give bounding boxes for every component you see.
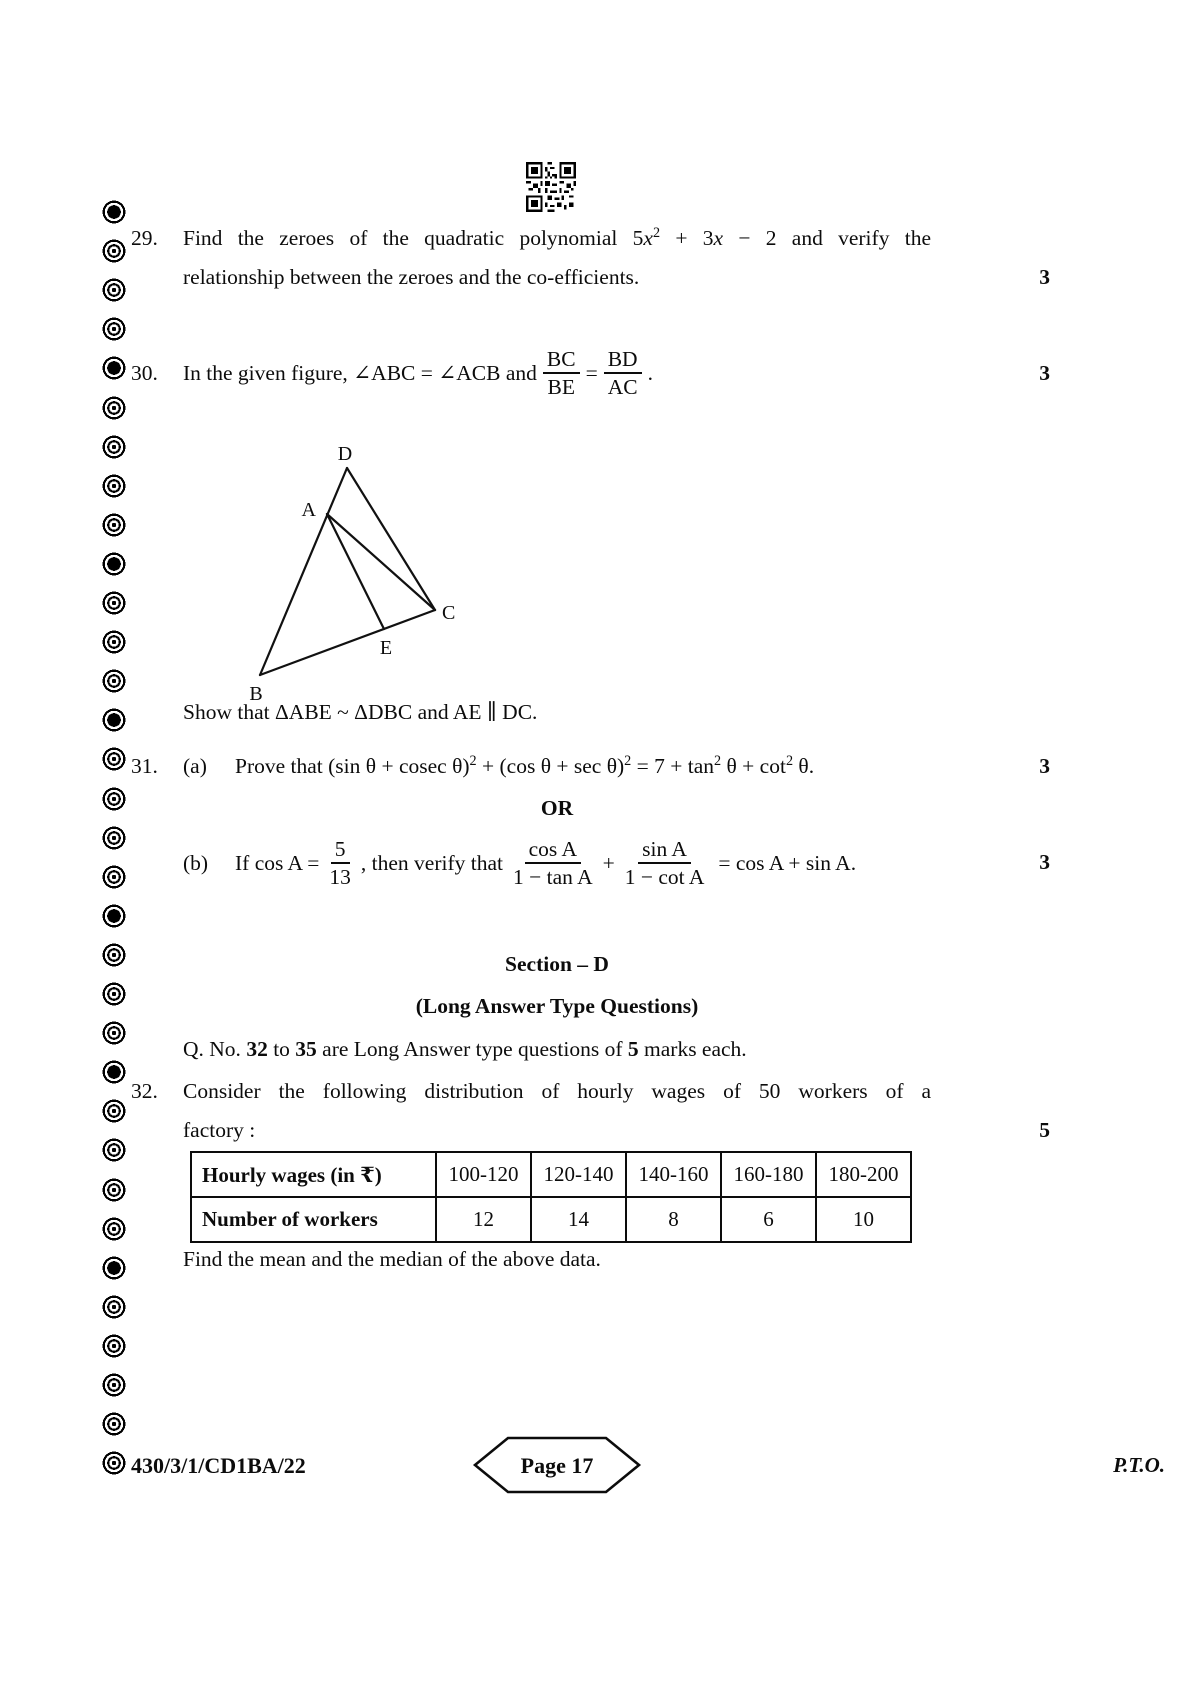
q30-period: .	[647, 360, 653, 385]
q31b-plus: +	[602, 850, 615, 875]
binding-ring-solid	[101, 199, 127, 225]
q31a-sup-2: 2	[624, 752, 632, 769]
binding-ring	[101, 786, 127, 812]
binding-ring	[101, 746, 127, 772]
q30-frac1-den: BE	[547, 375, 575, 399]
q32-line1: Consider the following distribution of hourly wages of 50 workers of a	[183, 1079, 931, 1103]
binding-ring	[101, 825, 127, 851]
q31b-marks: 3	[1039, 850, 1050, 874]
q31b-statement	[183, 828, 856, 898]
binding-ring-solid	[101, 1059, 127, 1085]
q30-frac1-num: BC	[543, 347, 580, 374]
q31b-text-3: = cos A + sin A.	[718, 850, 857, 875]
q30-frac2-num: BD	[604, 347, 642, 374]
q32-line2: factory :	[183, 1118, 256, 1142]
q31a-label: (a)	[183, 754, 207, 778]
q31a-sup-3: 2	[714, 752, 722, 769]
q31b-text-1: If cos A =	[235, 850, 320, 875]
q31-number: 31.	[131, 754, 158, 778]
q30-frac2-den: AC	[607, 375, 638, 399]
q31b-fraction-2	[509, 837, 597, 889]
header-cell-range: 160-180	[721, 1152, 816, 1197]
note-bold-32: 32	[246, 1037, 268, 1061]
binding-ring	[101, 629, 127, 655]
binding-ring	[101, 668, 127, 694]
figure-label-A: A	[301, 499, 316, 521]
binding-ring	[101, 942, 127, 968]
q31b-fraction-1	[325, 837, 355, 889]
binding-ring	[101, 473, 127, 499]
binding-ring-solid	[101, 1255, 127, 1281]
header-cell-range: 140-160	[626, 1152, 721, 1197]
q30-triangle-figure	[228, 416, 468, 712]
q30-marks: 3	[1039, 361, 1050, 385]
q31b-frac1-den: 13	[329, 865, 351, 889]
footer-pto: P.T.O.	[1113, 1453, 1165, 1477]
q32-marks: 5	[1039, 1118, 1050, 1142]
q31b-text-2: , then verify that	[360, 850, 503, 875]
q31b-label: (b)	[183, 850, 209, 875]
q30-fraction-2	[604, 347, 642, 399]
q29-var-x2: x	[713, 226, 724, 250]
q30-fraction-1	[543, 347, 580, 399]
header-cell-wages: Hourly wages (in ₹)	[191, 1152, 436, 1197]
binding-ring-solid	[101, 551, 127, 577]
binding-ring	[101, 512, 127, 538]
binding-ring	[101, 1216, 127, 1242]
q29-line2: relationship between the zeroes and the co-efficients.	[183, 265, 640, 289]
q30-number: 30.	[131, 360, 158, 385]
data-cell: 6	[721, 1197, 816, 1242]
note-part: marks each.	[638, 1037, 747, 1061]
q31b-fraction-3	[621, 837, 709, 889]
q31a-sup-1: 2	[469, 752, 477, 769]
binding-ring	[101, 1450, 127, 1476]
binding-ring	[101, 590, 127, 616]
q29-text-a: Find the zeroes of the quadratic polynomial 5	[183, 226, 644, 250]
binding-ring	[101, 1411, 127, 1437]
q30-show-that: Show that ΔABE ~ ΔDBC and AE ∥ DC.	[183, 700, 538, 724]
figure-label-E: E	[379, 637, 393, 659]
qr-code	[526, 162, 576, 212]
table-data-row	[191, 1197, 911, 1242]
q29-text-c: − 2 and verify the	[723, 226, 931, 250]
q31a-text-4: θ + cot	[721, 754, 786, 778]
q31b-frac3-den: 1 − cot A	[624, 865, 705, 889]
q29-exponent: 2	[652, 224, 661, 241]
figure-label-C: C	[442, 602, 456, 624]
note-part: to	[267, 1037, 296, 1061]
wages-table	[190, 1151, 912, 1243]
table-header-row	[191, 1152, 911, 1197]
q31-or-separator: OR	[540, 796, 574, 820]
footer-page-label: Page 17	[520, 1453, 594, 1478]
note-part: are Long Answer type questions of	[316, 1037, 628, 1061]
q29-var-x: x	[643, 226, 653, 250]
binding-ring	[101, 1177, 127, 1203]
section-d-title: Section – D	[505, 952, 609, 976]
q31a-text-1: Prove that (sin θ + cosec θ)	[235, 754, 470, 778]
binding-ring	[101, 1372, 127, 1398]
q29-text-b: + 3	[660, 226, 714, 250]
binding-ring	[101, 864, 127, 890]
note-bold-35: 35	[295, 1037, 317, 1061]
figure-label-D: D	[337, 443, 353, 465]
data-cell: 14	[531, 1197, 626, 1242]
note-part: Q. No.	[183, 1037, 247, 1061]
binding-ring	[101, 1333, 127, 1359]
binding-ring-solid	[101, 707, 127, 733]
section-d-subtitle: (Long Answer Type Questions)	[415, 994, 699, 1018]
binding-ring	[101, 434, 127, 460]
q32-number: 32.	[131, 1079, 158, 1103]
section-d-note	[183, 1037, 747, 1062]
binding-ring-solid	[101, 355, 127, 381]
header-cell-range: 120-140	[531, 1152, 626, 1197]
figure-label-B: B	[249, 683, 263, 705]
binding-ring	[101, 316, 127, 342]
data-cell: 12	[436, 1197, 531, 1242]
binding-ring	[101, 1294, 127, 1320]
binding-ring	[101, 981, 127, 1007]
q30-lead-text: In the given figure, ∠ABC = ∠ACB and	[183, 360, 537, 385]
q31a-sup-4: 2	[785, 752, 794, 769]
binding-ring	[101, 1020, 127, 1046]
row-label-workers: Number of workers	[191, 1197, 436, 1242]
q29-number: 29.	[131, 226, 158, 250]
header-cell-range: 100-120	[436, 1152, 531, 1197]
q31b-frac1-num: 5	[331, 837, 350, 864]
q31b-frac2-num: cos A	[525, 837, 581, 864]
note-bold-5: 5	[627, 1037, 639, 1061]
q30-equals: =	[585, 360, 598, 385]
q31a-statement	[131, 754, 814, 779]
data-cell: 8	[626, 1197, 721, 1242]
q31b-frac2-den: 1 − tan A	[512, 865, 593, 889]
binding-ring	[101, 1137, 127, 1163]
q30-statement	[131, 340, 653, 406]
binding-ring	[101, 277, 127, 303]
q29-marks: 3	[1039, 265, 1050, 289]
footer-paper-code: 430/3/1/CD1BA/22	[131, 1453, 306, 1478]
q31a-text-5: θ.	[793, 754, 815, 778]
binding-ring-solid	[101, 903, 127, 929]
q31b-frac3-num: sin A	[638, 837, 691, 864]
q32-find-text: Find the mean and the median of the above data.	[183, 1247, 601, 1271]
q31a-marks: 3	[1039, 754, 1050, 778]
binding-ring	[101, 238, 127, 264]
q31a-text-2: + (cos θ + sec θ)	[476, 754, 625, 778]
q31a-text-3: = 7 + tan	[631, 754, 715, 778]
binding-ring	[101, 1098, 127, 1124]
binding-ring	[101, 395, 127, 421]
header-cell-range: 180-200	[816, 1152, 911, 1197]
data-cell: 10	[816, 1197, 911, 1242]
q29-line1	[183, 226, 931, 251]
